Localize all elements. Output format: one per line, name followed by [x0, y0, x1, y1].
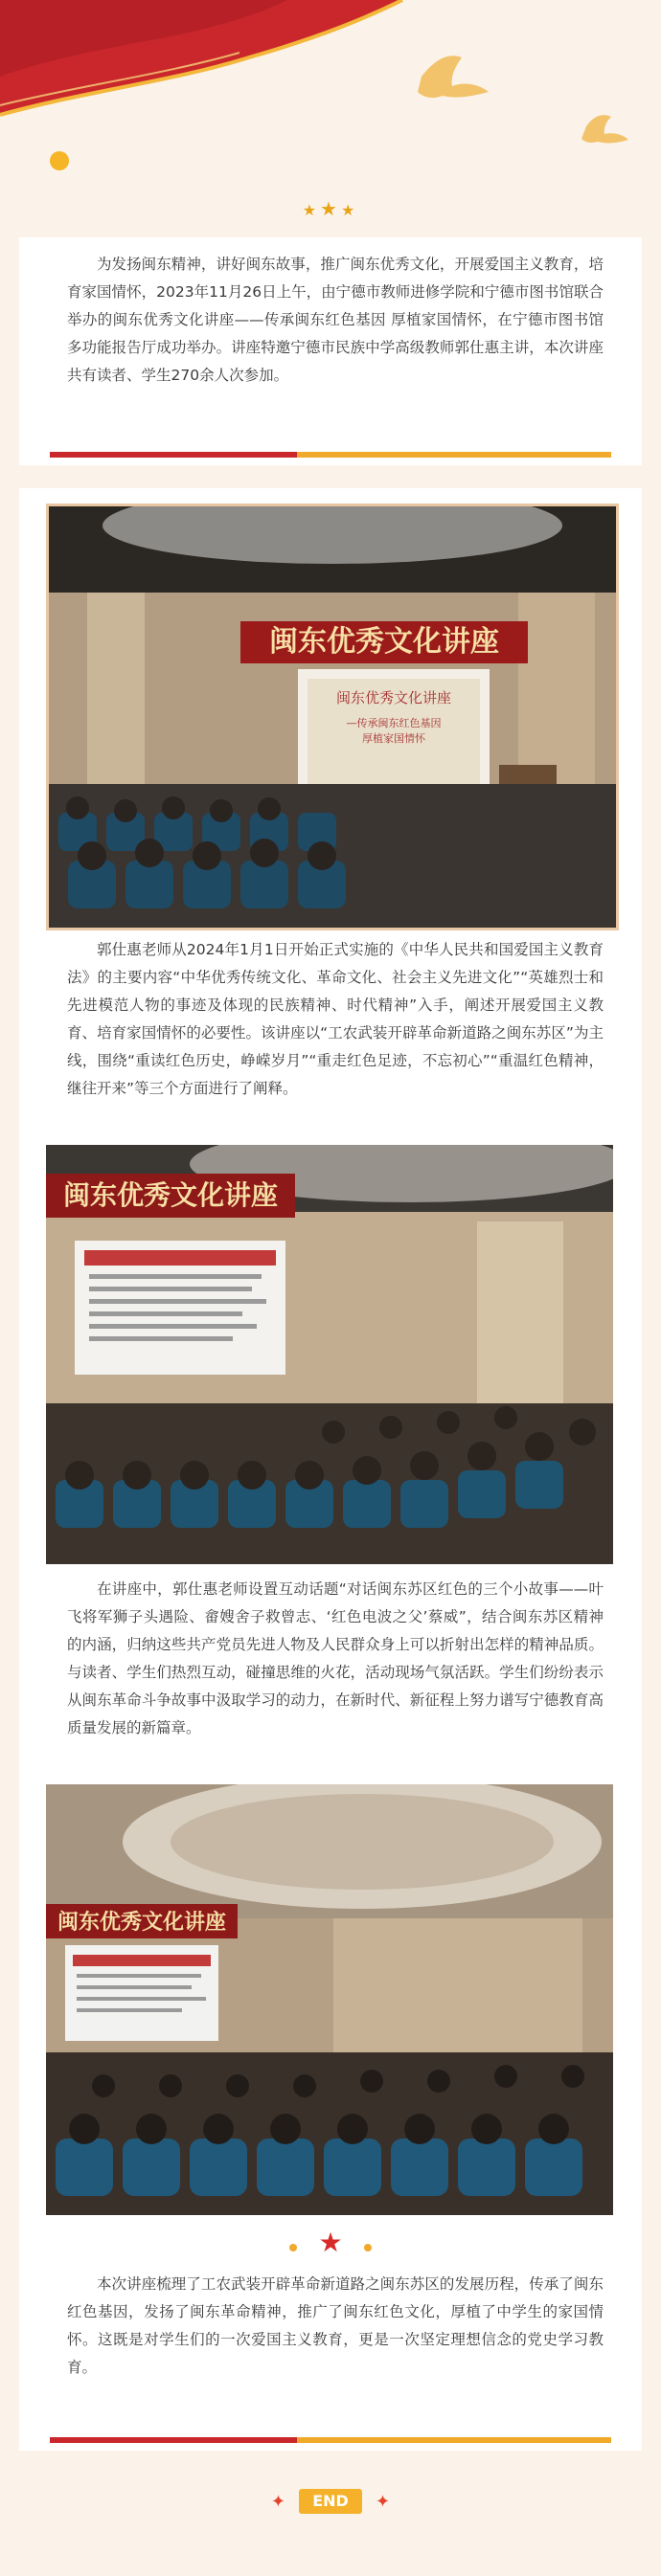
lecture-photo-2 [46, 1145, 613, 1564]
banner-text: 闽东优秀文化讲座 [57, 1911, 227, 1935]
end-badge: END [299, 2489, 362, 2514]
star-icon: ★★★ [302, 197, 359, 220]
banner-text: 闽东优秀文化讲座 [269, 625, 499, 659]
screen-subtitle-2: 厚植家国情怀 [362, 732, 425, 745]
banner-text: 闽东优秀文化讲座 [62, 1179, 279, 1211]
dot-icon [289, 2244, 297, 2251]
content-paragraph-2: 郭仕惠老师从2024年1月1日开始正式实施的《中华人民共和国爱国主义教育法》的主要内容“中华优秀传统文化、革命文化、社会主义先进文化”“英雄烈士和先进模范人物的事迹及体现的民族精神、时代精神”入手，阐述开展爱国主义教育、培育家国情怀的必要性。该讲座以“工农武装开辟革命新道路之闽东苏区”为主线，围绕“重读红色历史，峥嵘岁月”“重走红色足迹，不忘初心”“重温红色精神，继往开来”等三个方面进行了阐释。 [67, 941, 604, 1097]
content-paragraph-3: 在讲座中，郭仕惠老师设置互动话题“对话闽东苏区红色的三个小故事——叶飞将军狮子头遇险、畲嫂舍子救曾志、‘红色电波之父’蔡威”，结合闽东苏区精神的内涵，归纳这些共产党员先进人物及人民群众身上可以折射出怎样的精神品质。与读者、学生们热烈互动，碰撞思维的火花，活动现场气氛活跃。学生们纷纷表示从闽东革命斗争故事中汲取学习的动力，在新时代、新征程上努力谱写宁德教育高质量发展的新篇章。 [67, 1580, 604, 1736]
lecture-photo-3 [46, 1784, 613, 2215]
content-paragraph-4: 本次讲座梳理了工农武装开辟革命新道路之闽东苏区的发展历程，传承了闽东红色基因，发扬了闽东革命精神，推广了闽东红色文化，厚植了中学生的家国情怀。这既是对学生们的一次爱国主义教育，更是一次坚定理想信念的党史学习教育。 [67, 2275, 604, 2376]
end-footer [0, 2489, 661, 2514]
divider-rule [50, 452, 611, 458]
screen-subtitle-1: —传承闽东红色基因 [346, 717, 442, 729]
sparkle-icon: ✦ [270, 2491, 285, 2512]
divider-rule [50, 2437, 611, 2443]
intro-paragraph: 为发扬闽东精神，讲好闽东故事，推广闽东优秀文化，开展爱国主义教育，培育家国情怀，2023年11月26日上午，由宁德市教师进修学院和宁德市图书馆联合举办的闽东优秀文化讲座——传承闽东红色基因 厚植家国情怀，在宁德市图书馆多功能报告厅成功举办。讲座特邀宁德市民族中学高级教师郭仕惠主讲，本次讲座共有读者、学生270余人次参加。 [67, 256, 604, 384]
lecture-photo-1 [46, 504, 619, 930]
header-decoration [0, 0, 661, 230]
screen-title: 闽东优秀文化讲座 [335, 689, 452, 706]
star-icon: ★ [318, 2227, 343, 2258]
sparkle-icon: ✦ [376, 2491, 391, 2512]
star-divider [0, 2227, 661, 2258]
dove-icon [581, 115, 628, 143]
dot-icon [364, 2244, 372, 2251]
decorative-dot [50, 151, 69, 170]
dove-icon [418, 56, 489, 98]
